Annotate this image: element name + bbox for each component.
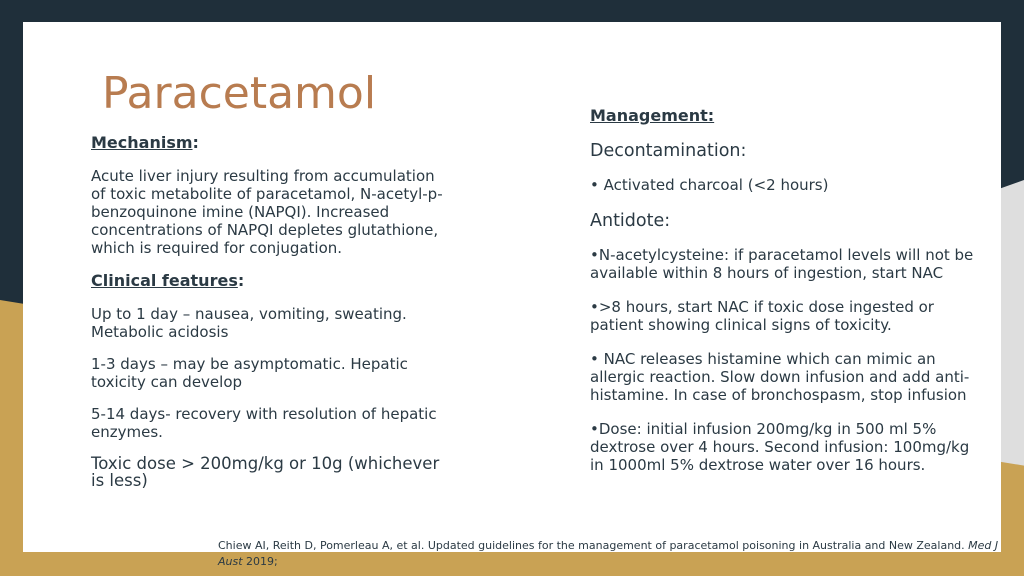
clinical-features-heading: [91, 271, 451, 291]
clinical-item: 1-3 days – may be asymptomatic. Hepatic toxicity can develop: [91, 355, 408, 391]
decontamination-item: • Activated charcoal (<2 hours): [590, 176, 829, 194]
slide-title: Paracetamol: [102, 68, 377, 119]
decontamination-heading: Decontamination:: [590, 141, 747, 161]
right-column: [590, 106, 985, 490]
citation-year: 2019;: [242, 555, 278, 568]
mechanism-text: Acute liver injury resulting from accumulation of toxic metabolite of paracetamol, N-acetyl-p-benzoquinone imine (NAPQI). Increased concentrations of NAPQI depletes glutathione, which is required for conjugation.: [91, 167, 443, 257]
clinical-features-heading-colon: :: [237, 271, 245, 290]
mechanism-heading-label: Mechanism: [91, 133, 193, 152]
citation: [218, 538, 1008, 570]
management-heading: [590, 106, 985, 126]
left-column: [91, 133, 451, 503]
antidote-item: •>8 hours, start NAC if toxic dose ingested or patient showing clinical signs of toxicity.: [590, 298, 934, 334]
toxic-dose-text: Toxic dose > 200mg/kg or 10g (whichever is less): [91, 454, 440, 490]
clinical-features-heading-label: Clinical features: [91, 271, 238, 290]
antidote-item: •N-acetylcysteine: if paracetamol levels will not be available within 8 hours of ingestion, start NAC: [590, 246, 974, 282]
citation-journal: Med J Aust: [218, 539, 999, 568]
antidote-item: • NAC releases histamine which can mimic an allergic reaction. Slow down infusion and add anti-histamine. In case of bronchospasm, stop infusion: [590, 350, 970, 404]
antidote-heading: Antidote:: [590, 211, 671, 231]
clinical-item: 5-14 days- recovery with resolution of hepatic enzymes.: [91, 405, 437, 441]
citation-text: Chiew AI, Reith D, Pomerleau A, et al. Updated guidelines for the management of paracetamol poisoning in Australia and New Zealand.: [218, 539, 969, 552]
clinical-item: Up to 1 day – nausea, vomiting, sweating. Metabolic acidosis: [91, 305, 407, 341]
antidote-item: •Dose: initial infusion 200mg/kg in 500 ml 5% dextrose over 4 hours. Second infusion: 100mg/kg in 1000ml 5% dextrose water over 16 hours.: [590, 420, 970, 474]
management-heading-label: Management:: [590, 106, 715, 125]
mechanism-heading-colon: :: [192, 133, 199, 152]
mechanism-heading: [91, 133, 451, 153]
